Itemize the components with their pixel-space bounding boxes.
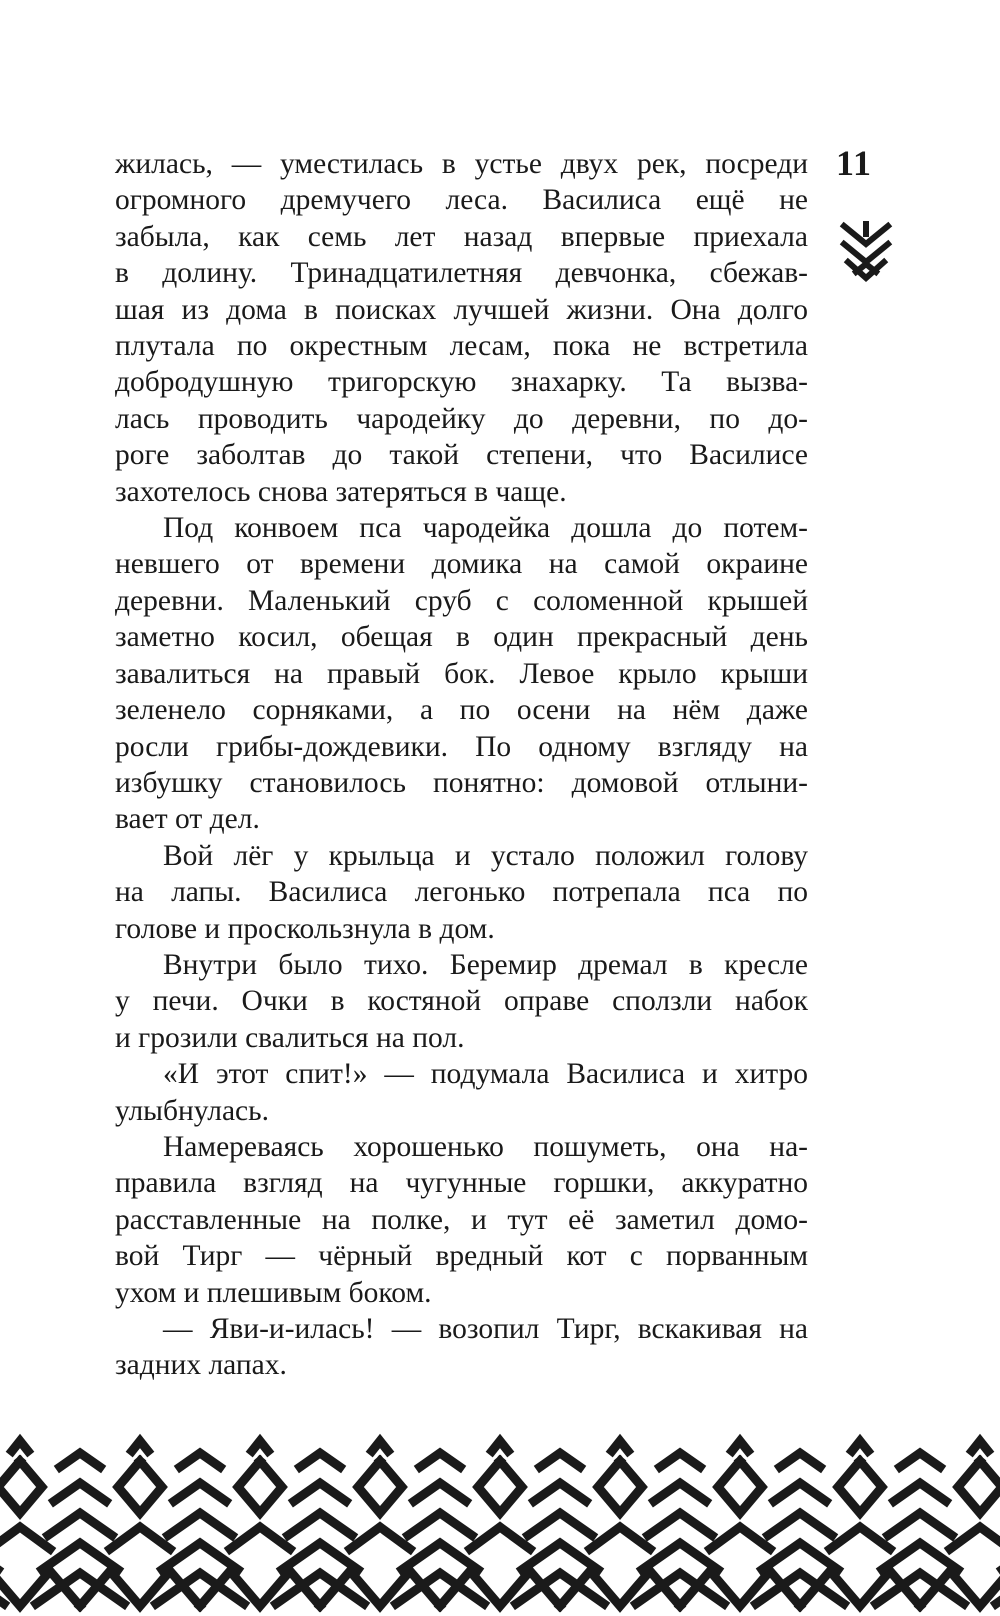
text-line: избушку становилось понятно: домовой отлыни- <box>115 766 808 799</box>
text-line: огромного дремучего леса. Василиса ещё не <box>115 184 808 217</box>
text-line: забыла, как семь лет назад впервые приехала <box>115 220 808 253</box>
text-line: задних лапах. <box>115 1349 287 1382</box>
folk-ornament-icon <box>838 220 894 286</box>
paragraph <box>115 838 808 947</box>
text-line: Намереваясь хорошенько пошуметь, она на- <box>163 1130 808 1163</box>
paragraph <box>115 1056 808 1129</box>
text-line: на лапы. Василиса легонько потрепала пса по <box>115 876 808 909</box>
paragraph <box>115 146 808 510</box>
text-line: ухом и плешивым боком. <box>115 1276 432 1309</box>
text-line: Вой лёг у крыльца и устало положил голову <box>163 839 808 872</box>
text-line: добродушную тригорскую знахарку. Та вызва- <box>115 366 808 399</box>
text-line: зеленело сорняками, а по осени на нём даже <box>115 694 808 727</box>
text-line: Внутри было тихо. Беремир дремал в кресле <box>163 948 808 981</box>
paragraph <box>115 1311 808 1384</box>
text-line: голове и проскользнула в дом. <box>115 912 495 945</box>
text-line: жилась, — уместилась в устье двух рек, посреди <box>115 148 808 180</box>
text-line: лась проводить чародейку до деревни, по до- <box>115 402 808 435</box>
text-line: вой Тирг — чёрный вредный кот с порванным <box>115 1240 808 1273</box>
text-line: невшего от времени домика на самой окраине <box>115 548 808 581</box>
text-line: правила взгляд на чугунные горшки, аккуратно <box>115 1167 808 1200</box>
text-line: деревни. Маленький сруб с соломенной крышей <box>115 584 808 617</box>
text-line: в долину. Тринадцатилетняя девчонка, сбежав- <box>115 257 808 290</box>
text-line: завалиться на правый бок. Левое крыло крыши <box>115 657 808 690</box>
paragraph <box>115 947 808 1056</box>
text-line: роге заболтав до такой степени, что Василисе <box>115 439 808 472</box>
text-line: заметно косил, обещая в один прекрасный день <box>115 621 808 654</box>
text-line: Под конвоем пса чародейка дошла до потем- <box>163 512 808 545</box>
paragraph <box>115 510 808 838</box>
text-line: у печи. Очки в костяной оправе сползли набок <box>115 985 808 1018</box>
text-line: и грозили свалиться на пол. <box>115 1021 465 1054</box>
body-text <box>115 146 808 1384</box>
text-line: расставленные на полке, и тут её заметил домо- <box>115 1203 808 1236</box>
text-line: захотелось снова затеряться в чаще. <box>115 475 567 508</box>
folk-ornament-border <box>0 1431 1000 1616</box>
text-line: плутала по окрестным лесам, пока не встретила <box>115 330 808 363</box>
text-line: — Яви-и-илась! — возопил Тирг, вскакивая на <box>163 1313 808 1345</box>
paragraph <box>115 1129 808 1311</box>
text-line: шая из дома в поисках лучшей жизни. Она долго <box>115 293 808 326</box>
text-line: «И этот спит!» — подумала Василиса и хитро <box>163 1058 808 1091</box>
text-line: вает от дел. <box>115 803 260 836</box>
text-line: росли грибы-дождевики. По одному взгляду на <box>115 730 808 763</box>
text-line: улыбнулась. <box>115 1094 269 1127</box>
page-number: 11 <box>836 143 873 183</box>
